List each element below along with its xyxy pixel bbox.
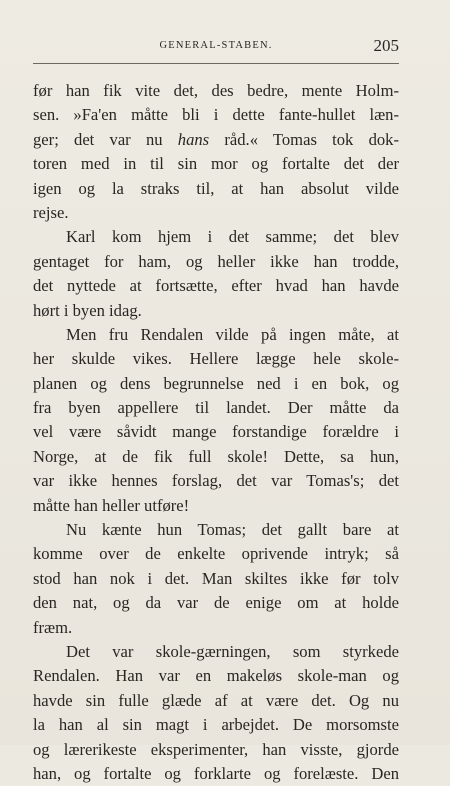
- text-line: rejse.: [33, 202, 69, 222]
- text-line: toren med in til sin mor og fortalte det der: [33, 154, 399, 174]
- body-text: [33, 79, 399, 786]
- text-line: Karl kom hjem i det samme; det blev: [66, 227, 399, 247]
- text-line: fræm.: [33, 617, 73, 637]
- text-line: var ikke hennes forslag, det var Tomas's; det: [33, 471, 399, 491]
- text-line: igen og la straks til, at han absolut vilde: [33, 178, 399, 198]
- text-line: det nyttede at fortsætte, efter hvad han havde: [33, 276, 399, 296]
- text-line: og lærerikeste eksperimenter, han visste, gjorde: [33, 739, 399, 759]
- text-line: hørt i byen idag.: [33, 300, 142, 320]
- text-line: stod han nok i det. Man skiltes ikke før tolv: [33, 568, 399, 588]
- running-title: GENERAL-STABEN.: [159, 40, 273, 51]
- text-line: han, og fortalte og forklarte og forelæste. Den: [33, 763, 399, 783]
- text-line: Nu kænte hun Tomas; det gallt bare at: [66, 520, 399, 540]
- emphasized-word: hans: [177, 129, 210, 149]
- text-line: gentaget for ham, og heller ikke han trodde,: [33, 251, 399, 271]
- text-line: måtte han heller utføre!: [33, 495, 190, 515]
- text-line: Men fru Rendalen vilde på ingen måte, at: [66, 324, 399, 344]
- page-number: 205: [373, 36, 399, 55]
- text-line: fra byen appellere til landet. Der måtte da: [33, 398, 399, 418]
- text-line: havde sin fulle glæde af at være det. Og nu: [33, 690, 399, 710]
- text-line: Norge, at de fik full skole! Dette, sa hun,: [33, 446, 399, 466]
- text-line: la han al sin magt i arbejdet. De morsomste: [33, 715, 399, 735]
- text-line: Det var skole-gærningen, som styrkede: [66, 641, 399, 661]
- text-line: vel være såvidt mange forstandige forældre i: [33, 422, 399, 442]
- text-line: sen. »Fa'en måtte bli i dette fante-hullet læn-: [33, 105, 399, 125]
- text-line: ger; det var nu hans råd.« Tomas tok dok-: [33, 129, 399, 149]
- text-line: her skulde vikes. Hellere lægge hele skole-: [33, 349, 399, 369]
- text-line: den nat, og da var de enige om at holde: [33, 593, 399, 613]
- text-line: før han fik vite det, des bedre, mente Holm-: [33, 81, 399, 100]
- text-line: Rendalen. Han var en makeløs skole-man og: [33, 666, 399, 686]
- running-head: [33, 36, 399, 56]
- header-rule: [33, 63, 399, 64]
- text-line: komme over de enkelte oprivende intryk; så: [33, 544, 399, 564]
- text-line: planen og dens begrunnelse ned i en bok, og: [33, 373, 399, 393]
